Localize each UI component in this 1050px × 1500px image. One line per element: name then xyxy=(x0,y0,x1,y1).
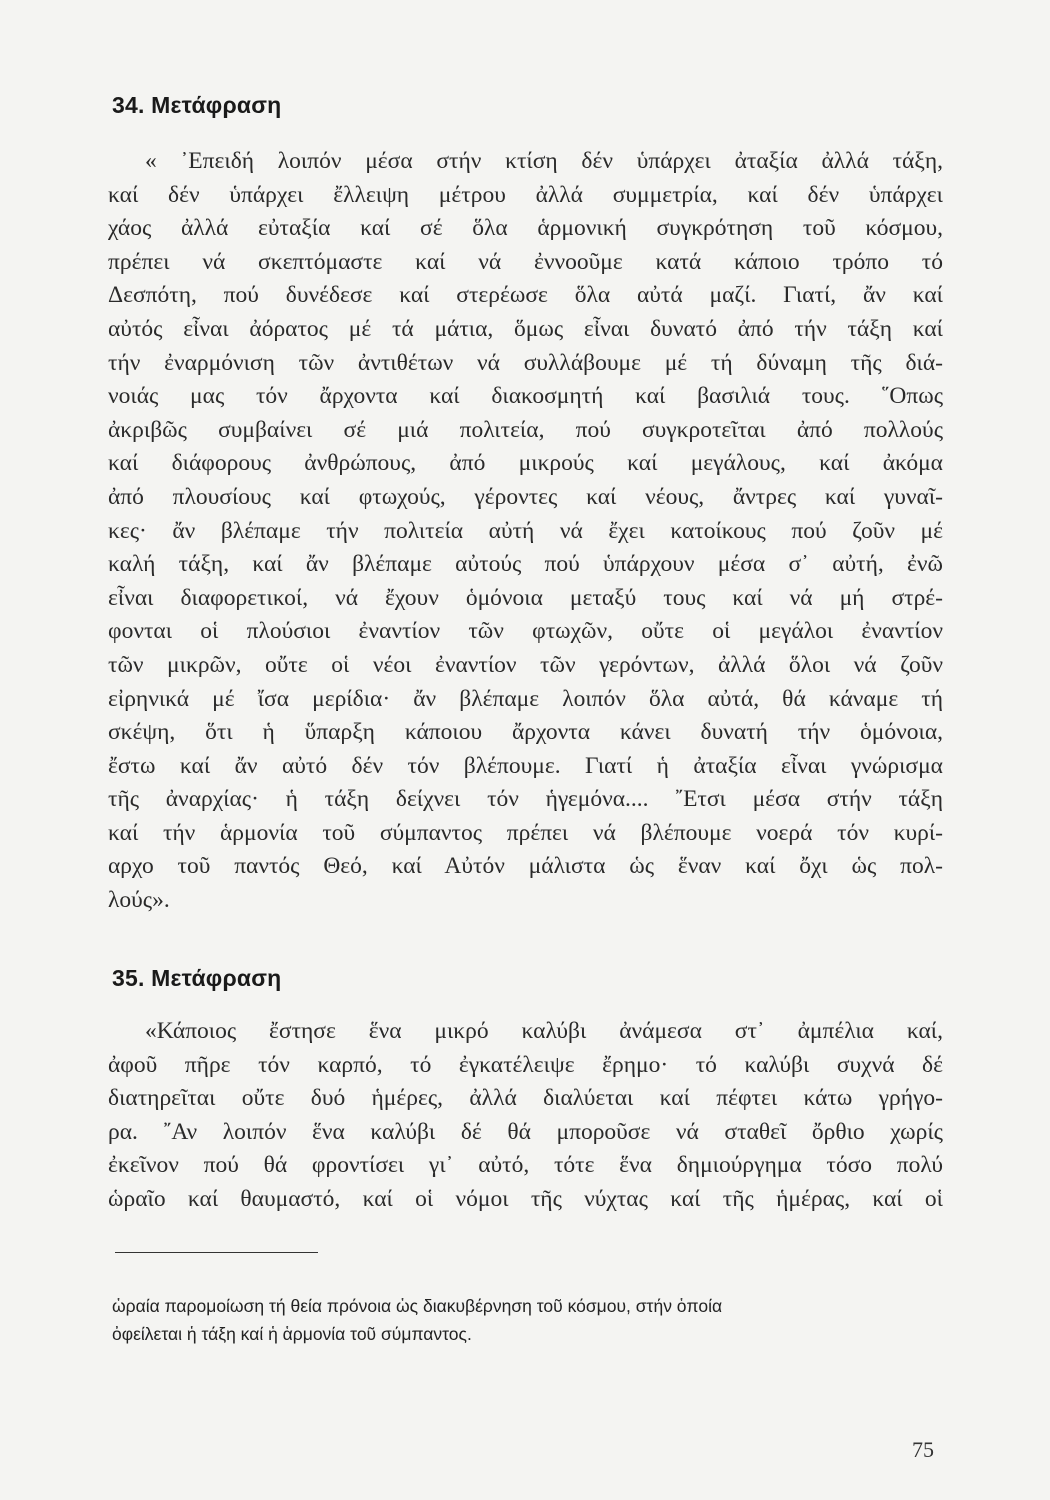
text-line: εἰρηνικά μέ ἴσα μερίδια· ἄν βλέπαμε λοιπόν ὅλα αὐτά, θά κάναμε τή xyxy=(108,685,943,712)
text-line: χάος ἀλλά εὐταξία καί σέ ὅλα ἁρμονική συγκρότηση τοῦ κόσμου, xyxy=(108,215,943,242)
text-line: « ᾿Επειδή λοιπόν μέσα στήν κτίση δέν ὑπάρχει ἀταξία ἀλλά τάξη, xyxy=(145,148,943,174)
text-line: κες· ἄν βλέπαμε τήν πολιτεία αὐτή νά ἔχει κατοίκους πού ζοῦν μέ xyxy=(108,517,943,544)
text-line: σκέψη, ὅτι ἡ ὕπαρξη κάποιου ἄρχοντα κάνει δυνατή τήν ὁμόνοια, xyxy=(108,719,943,746)
text-line: πρέπει νά σκεπτόμαστε καί νά ἐννοοῦμε κατά κάποιο τρόπο τό xyxy=(108,248,943,275)
text-line: καί δέν ὑπάρχει ἔλλειψη μέτρου ἀλλά συμμετρία, καί δέν ὑπάρχει xyxy=(108,181,943,208)
text-line: ἀπό πλουσίους καί φτωχούς, γέροντες καί νέους, ἄντρες καί γυναῖ- xyxy=(108,483,943,510)
text-line: αὐτός εἶναι ἀόρατος μέ τά μάτια, ὅμως εἶναι δυνατό ἀπό τήν τάξη καί xyxy=(108,315,943,342)
footnote xyxy=(112,1292,947,1348)
text-line: λούς». xyxy=(108,887,170,914)
text-line: ὡραῖο καί θαυμαστό, καί οἱ νόμοι τῆς νύχτας καί τῆς ἡμέρας, καί οἱ xyxy=(108,1185,943,1212)
section-34-heading: 34. Μετάφραση xyxy=(112,92,282,118)
text-line: αρχο τοῦ παντός Θεό, καί Αὐτόν μάλιστα ὡς ἕναν καί ὄχι ὡς πολ- xyxy=(108,853,943,880)
footnote-separator xyxy=(115,1252,318,1253)
text-line: εἶναι διαφορετικοί, νά ἔχουν ὁμόνοια μεταξύ τους καί νά μή στρέ- xyxy=(108,584,943,611)
footnote-line: ὀφείλεται ἡ τάξη καί ἡ ἁρμονία τοῦ σύμπαντος. xyxy=(112,1324,472,1344)
page-number: 75 xyxy=(912,1437,934,1462)
text-line: τῆς ἀναρχίας· ἡ τάξη δείχνει τόν ἡγεμόνα.... ῎Ετσι μέσα στήν τάξη xyxy=(108,786,943,813)
text-line: ἀφοῦ πῆρε τόν καρπό, τό ἐγκατέλειψε ἔρημο· τό καλύβι συχνά δέ xyxy=(108,1051,943,1078)
text-line: ἔστω καί ἄν αὐτό δέν τόν βλέπουμε. Γιατί ἡ ἀταξία εἶναι γνώρισμα xyxy=(108,752,943,779)
text-line: φονται οἱ πλούσιοι ἐναντίον τῶν φτωχῶν, οὔτε οἱ μεγάλοι ἐναντίον xyxy=(108,618,943,645)
text-line: τήν ἐναρμόνιση τῶν ἀντιθέτων νά συλλάβουμε μέ τή δύναμη τῆς διά- xyxy=(108,349,943,376)
section-34-text xyxy=(108,145,943,918)
text-line: Δεσπότη, πού δυνέδεσε καί στερέωσε ὅλα αὐτά μαζί. Γιατί, ἄν καί xyxy=(108,282,943,309)
footnote-line: ὡραία παρομοίωση τή θεία πρόνοια ὡς διακυβέρνηση τοῦ κόσμου, στήν ὁποία xyxy=(112,1296,723,1316)
section-35-text xyxy=(108,1015,943,1217)
text-line: ρα. ῎Αν λοιπόν ἕνα καλύβι δέ θά μποροῦσε νά σταθεῖ ὄρθιο χωρίς xyxy=(108,1118,943,1145)
section-35-heading: 35. Μετάφραση xyxy=(112,965,282,991)
text-line: καί τήν ἁρμονία τοῦ σύμπαντος πρέπει νά βλέπουμε νοερά τόν κυρί- xyxy=(108,819,943,846)
text-line: καί διάφορους ἀνθρώπους, ἀπό μικρούς καί μεγάλους, καί ἀκόμα xyxy=(108,450,943,477)
text-line: διατηρεῖται οὔτε δυό ἡμέρες, ἀλλά διαλύεται καί πέφτει κάτω γρήγο- xyxy=(108,1085,943,1112)
text-line: ἐκεῖνον πού θά φροντίσει γι᾿ αὐτό, τότε ἕνα δημιούργημα τόσο πολύ xyxy=(108,1152,943,1179)
text-line: νοιάς μας τόν ἄρχοντα καί διακοσμητή καί βασιλιά τους. ῞Οπως xyxy=(108,383,943,410)
text-line: καλή τάξη, καί ἄν βλέπαμε αὐτούς πού ὑπάρχουν μέσα σ᾿ αὐτή, ἐνῶ xyxy=(108,551,943,578)
text-line: ἀκριβῶς συμβαίνει σέ μιά πολιτεία, πού συγκροτεῖται ἀπό πολλούς xyxy=(108,416,943,443)
text-line: «Κάποιος ἔστησε ἕνα μικρό καλύβι ἀνάμεσα στ᾿ ἀμπέλια καί, xyxy=(145,1018,943,1044)
text-line: τῶν μικρῶν, οὔτε οἱ νέοι ἐναντίον τῶν γερόντων, ἀλλά ὅλοι νά ζοῦν xyxy=(108,651,943,678)
